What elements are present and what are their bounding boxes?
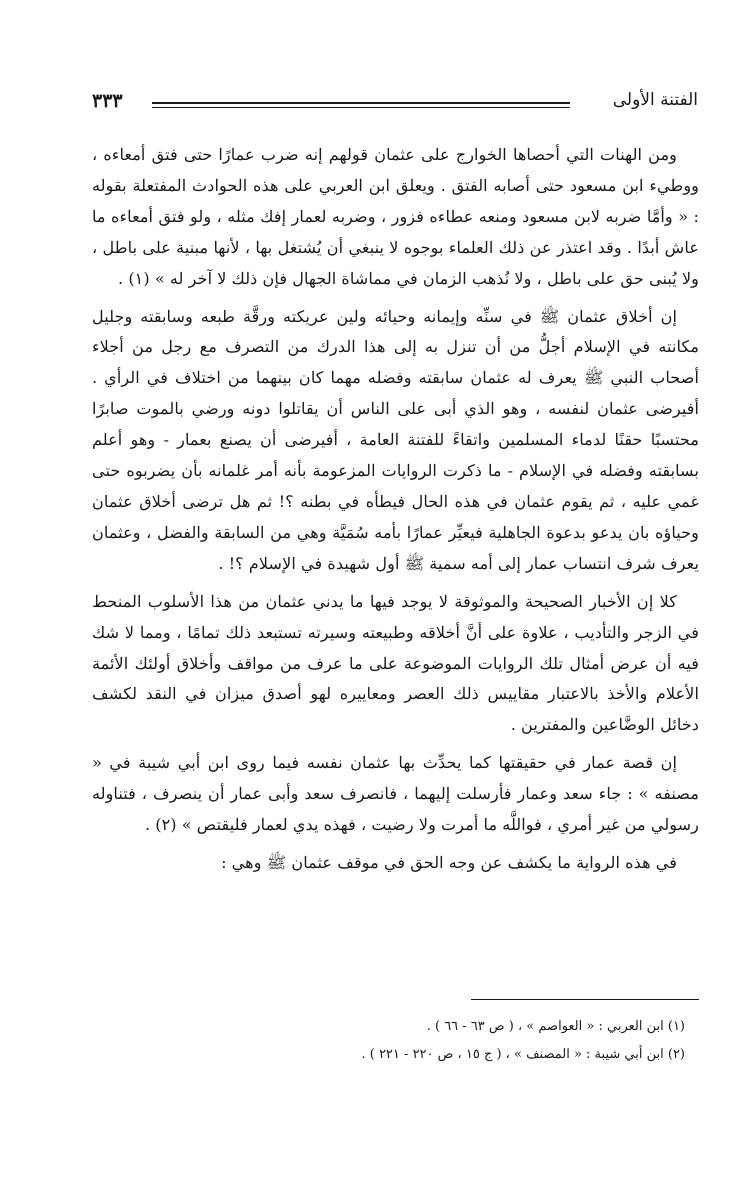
paragraph: إن قصة عمار في حقيقتها كما يحدِّث بها عثمان نفسه فيما روى ابن أبي شيبة في « مصنفه » : جاء سعد وعمار فأرسلت إليهما ، فانصرف سعد وأبى عمار أن ينصرف ، فتناوله رسولي من غير أمري ، فواللَّه ما أمرت ولا رضيت ، فهذه يدي لعمار فليقتص » (٢) . bbox=[92, 753, 699, 835]
header-rule-thin bbox=[152, 107, 570, 108]
page-header bbox=[92, 88, 698, 124]
paragraph: إن أخلاق عثمان ﷺ في سنِّه وإيمانه وحيائه ولين عريكته ورقَّة طبعه وسابقته وجليل مكانته في الإسلام أجلُّ من أن تنزل به إلى هذا الدرك من التصرف مع رجل من أجلاء أصحاب النبي ﷺ يعرف له عثمان سابقته وفضله مهما كان بينهما من اختلاف في الرأي . أفيرضى عثمان لنفسه ، وهو الذي أبى على الناس أن يقاتلوا دونه ورضي بالموت صابرًا محتسبًا حقنًا لدماء المسلمين واتقاءً للفتنة العامة ، أفيرضى أن يصنع بعمار - وهو أعلم بسابقته وفضله في الإسلام - ما ذكرت الروايات المزعومة بأنه أمر غلمانه بأن يضربوه حتى غمي عليه ، ثم يقوم عثمان في هذه الحال فيطأه في بطنه ؟! ثم هل ترضى أخلاق عثمان وحياؤه بان يدعو بدعوة الجاهلية فيعيِّر عمارًا بأمه سُمَيَّة وهي من السابقة والفضل ، وعثمان يعرف شرف انتساب عمار إلى أمه سمية ﷺ أول شهيدة في الإسلام ؟! . bbox=[92, 306, 699, 573]
header-rule-thick bbox=[152, 102, 570, 104]
paragraph: كلا إن الأخبار الصحيحة والموثوقة لا يوجد فيها ما يدني عثمان من هذا الأسلوب المنحط في الزجر والتأديب ، علاوة على أنَّ أخلاقه وطبيعته وسيرته تستبعد ذلك تمامًا ، ومما لا شك فيه أن عرض أمثال تلك الروايات الموضوعة على ما عرف من مواقف وأخلاق أولئك الأئمة الأعلام والأخذ بالاعتبار مقاييس ذلك العصر ومعاييره لهو أصدق ميزان في النقد لكشف دخائل الوضَّاعين والمفترين . bbox=[92, 591, 700, 735]
body-text bbox=[92, 140, 699, 879]
footnote: (١) ابن العربي : « العواصم » ، ( ص ٦٣ - ٦٦ ) . bbox=[426, 1019, 685, 1034]
page-number: ٣٣٣ bbox=[92, 90, 123, 112]
footnote: (٢) ابن أبي شيبة : « المصنف » ، ( ج ١٥ ، ص ٢٢٠ - ٢٢١ ) . bbox=[361, 1047, 685, 1062]
running-title: الفتنة الأولى bbox=[612, 90, 698, 110]
footnotes bbox=[92, 1013, 699, 1069]
paragraph: في هذه الرواية ما يكشف عن وجه الحق في موقف عثمان ﷺ وهي : bbox=[221, 852, 677, 872]
paragraph: ومن الهنات التي أحصاها الخوارج على عثمان قولهم إنه ضرب عمارًا حتى فتق أمعاءه ، ووطيء ابن مسعود حتى أصابه الفتق . ويعلق ابن العربي على هذه الحوادث المفتعلة بقوله : « وأمَّا ضربه لابن مسعود ومنعه عطاءه فزور ، وضربه لعمار إفك مثله ، ولو فتق أمعاءه ما عاش أبدًا . وقد اعتذر عن ذلك العلماء بوجوه لا ينبغي أن يُشتغل بها ، لأنها مبنية على باطل ، ولا يُبنى حق على باطل ، ولا نُذهب الزمان في مماشاة الجهال فإن ذلك لا آخر له » (١) . bbox=[92, 145, 699, 288]
footnote-separator bbox=[471, 999, 699, 1000]
